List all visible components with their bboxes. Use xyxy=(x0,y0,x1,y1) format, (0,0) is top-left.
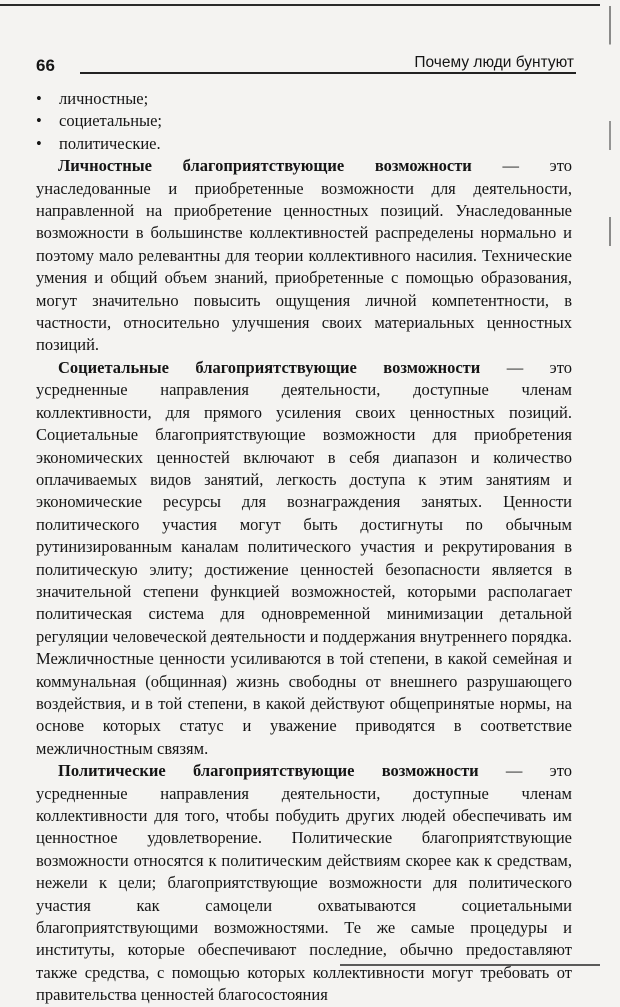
page-body xyxy=(36,88,572,1007)
paragraph-societal xyxy=(36,357,572,760)
bullet-marker: • xyxy=(36,111,42,131)
page-number: 66 xyxy=(36,56,55,75)
paragraph-text: — это унаследованные и приобретенные возможности для деятельности, направленной на приобретение ценностных позиций. Унаследованные возможности в большинстве коллективностей распределены нормально и поэтому мало релевантны для теории коллективного насилия. Технические умения и общий объем знаний, приобретенные с помощью образования, могут значительно повысить ощущения личной компетентности, в частности, относительно улучшения своих материальных ценностных позиций. xyxy=(36,156,573,355)
list-item-text: социетальные; xyxy=(59,111,163,131)
term-political: Политические благоприятствующие возможности xyxy=(58,761,479,781)
paragraph-personal xyxy=(36,155,572,357)
list-item-text: политические. xyxy=(59,133,161,153)
paragraph-text: — это усредненные направления деятельности, доступные членам коллективности, для прямого усиления своих ценностных позиций. Социетальные благоприятствующие возможности для приобретения экономических ценностей включают в себя диапазон и количество оплачиваемых видов занятий, легкость доступа к этим занятиям и экономические ресурсы для вознаграждения занятых. Ценности политического участия могут быть достигнуты по обычным рутинизированным каналам политического участия и рекрутирования в политическую элиту; достижение ценностей безопасности является в значительной степени функцией возможностей, которыми располагает политическая система для одновременной минимизации детальной регуляции человеческой деятельности и поддержания внутреннего порядка. Межличностные ценности усиливаются в той степени, в какой семейная и коммунальная (общинная) жизнь свободны от внешнего разрушающего воздействия, и в той степени, в какой действуют общепринятые нормы, на основе которых статус и уважение приводятся в соответствие межличностным связям. xyxy=(36,357,572,758)
running-title: Почему люди бунтуют xyxy=(414,54,574,71)
bullet-list xyxy=(36,88,572,155)
scan-edge-top xyxy=(0,4,600,6)
list-item xyxy=(36,88,572,110)
term-societal: Социетальные благоприятствующие возможности xyxy=(58,357,481,377)
bullet-marker: • xyxy=(36,89,42,108)
term-personal: Личностные благоприятствующие возможности xyxy=(58,156,472,176)
list-item-text: личностные; xyxy=(59,89,149,108)
header-rule xyxy=(80,72,576,74)
list-item xyxy=(36,133,572,155)
paragraph-political xyxy=(36,760,572,1006)
bullet-marker: • xyxy=(36,133,42,153)
page-header xyxy=(36,52,576,76)
scan-edge-right xyxy=(609,6,611,966)
list-item xyxy=(36,110,572,132)
paragraph-text: — это усредненные направления деятельности, доступные членам коллективности для того, чтобы побудить других людей обеспечивать им ценностное удовлетворение. Политические благоприятствующие возможности относятся к политическим действиям скорее как к средствам, нежели к цели; благоприятствующие возможности для политического участия как самоцели охватываются социетальными благоприятствующими возможностями. Те же самые процедуры и институты, которые обеспечивают последние, обычно предоставляют также средства, с помощью которых коллективности могут требовать от правительства ценностей благосостояния xyxy=(36,761,572,1005)
